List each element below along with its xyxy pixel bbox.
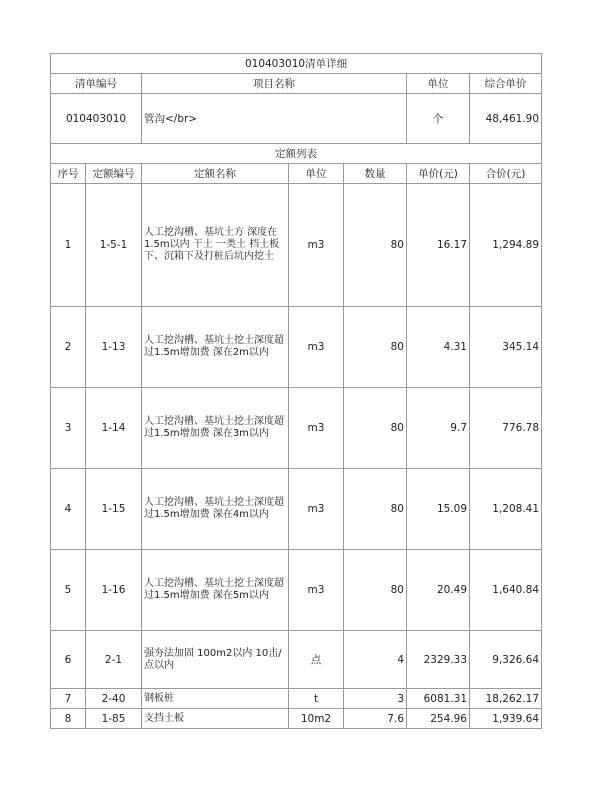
row-price: 2329.33 bbox=[407, 631, 470, 689]
row-name: 人工挖沟槽、基坑土挖土深度超过1.5m增加费 深在3m以内 bbox=[142, 388, 289, 469]
row-total: 1,294.89 bbox=[470, 184, 542, 307]
row-total: 1,939.64 bbox=[470, 709, 542, 729]
row-unit: t bbox=[289, 689, 344, 709]
unit-header: 单位 bbox=[407, 74, 470, 94]
row-qty: 4 bbox=[344, 631, 407, 689]
row-name: 钢板桩 bbox=[142, 689, 289, 709]
row-name: 人工挖沟槽、基坑土挖土深度超过1.5m增加费 深在4m以内 bbox=[142, 469, 289, 550]
row-total: 1,208.41 bbox=[470, 469, 542, 550]
row-total: 1,640.84 bbox=[470, 550, 542, 631]
table-row bbox=[51, 631, 542, 689]
quota-name-header: 定额名称 bbox=[142, 164, 289, 184]
row-seq: 2 bbox=[51, 307, 86, 388]
row-name: 人工挖沟槽、基坑土挖土深度超过1.5m增加费 深在5m以内 bbox=[142, 550, 289, 631]
table-row bbox=[51, 469, 542, 550]
row-total: 9,326.64 bbox=[470, 631, 542, 689]
item-unit: 个 bbox=[407, 94, 470, 144]
item-price: 48,461.90 bbox=[470, 94, 542, 144]
qty-header: 数量 bbox=[344, 164, 407, 184]
row-unit: m3 bbox=[289, 307, 344, 388]
row-qty: 80 bbox=[344, 550, 407, 631]
row-code: 1-14 bbox=[86, 388, 142, 469]
row-code: 2-1 bbox=[86, 631, 142, 689]
row-qty: 80 bbox=[344, 184, 407, 307]
row-unit: 10m2 bbox=[289, 709, 344, 729]
row-qty: 80 bbox=[344, 469, 407, 550]
table-row bbox=[51, 184, 542, 307]
item-name: 管沟</br> bbox=[142, 94, 407, 144]
row-qty: 3 bbox=[344, 689, 407, 709]
table-title: 010403010清单详细 bbox=[51, 54, 542, 74]
row-code: 1-5-1 bbox=[86, 184, 142, 307]
row-price: 16.17 bbox=[407, 184, 470, 307]
row-total: 345.14 bbox=[470, 307, 542, 388]
row-code: 1-13 bbox=[86, 307, 142, 388]
row-seq: 6 bbox=[51, 631, 86, 689]
row-total: 18,262.17 bbox=[470, 689, 542, 709]
code-header: 清单编号 bbox=[51, 74, 142, 94]
row-total: 776.78 bbox=[470, 388, 542, 469]
row-seq: 7 bbox=[51, 689, 86, 709]
row-price: 6081.31 bbox=[407, 689, 470, 709]
row-price: 20.49 bbox=[407, 550, 470, 631]
row-name: 人工挖沟槽、基坑土挖土深度超过1.5m增加费 深在2m以内 bbox=[142, 307, 289, 388]
row-seq: 5 bbox=[51, 550, 86, 631]
price-header: 综合单价 bbox=[470, 74, 542, 94]
row-seq: 1 bbox=[51, 184, 86, 307]
row-qty: 7.6 bbox=[344, 709, 407, 729]
row-unit: m3 bbox=[289, 184, 344, 307]
table-row bbox=[51, 550, 542, 631]
row-name: 强夯法加固 100m2以内 10击/点以内 bbox=[142, 631, 289, 689]
table-row bbox=[51, 709, 542, 729]
row-qty: 80 bbox=[344, 388, 407, 469]
row-unit: m3 bbox=[289, 469, 344, 550]
row-name: 人工挖沟槽、基坑土方 深度在1.5m以内 干土 一类土 档土板下、沉箱下及打桩后坑内挖土 bbox=[142, 184, 289, 307]
total-header: 合价(元) bbox=[470, 164, 542, 184]
row-qty: 80 bbox=[344, 307, 407, 388]
row-seq: 4 bbox=[51, 469, 86, 550]
row-code: 2-40 bbox=[86, 689, 142, 709]
table-row bbox=[51, 307, 542, 388]
row-code: 1-85 bbox=[86, 709, 142, 729]
row-price: 254.96 bbox=[407, 709, 470, 729]
seq-header: 序号 bbox=[51, 164, 86, 184]
quota-detail-table bbox=[50, 53, 542, 729]
row-name: 支挡土板 bbox=[142, 709, 289, 729]
name-header: 项目名称 bbox=[142, 74, 407, 94]
row-unit: m3 bbox=[289, 388, 344, 469]
quota-unit-header: 单位 bbox=[289, 164, 344, 184]
table-row bbox=[51, 388, 542, 469]
row-code: 1-16 bbox=[86, 550, 142, 631]
item-code: 010403010 bbox=[51, 94, 142, 144]
row-seq: 8 bbox=[51, 709, 86, 729]
row-code: 1-15 bbox=[86, 469, 142, 550]
quota-code-header: 定额编号 bbox=[86, 164, 142, 184]
unit-price-header: 单价(元) bbox=[407, 164, 470, 184]
row-unit: 点 bbox=[289, 631, 344, 689]
row-unit: m3 bbox=[289, 550, 344, 631]
table-row bbox=[51, 689, 542, 709]
row-seq: 3 bbox=[51, 388, 86, 469]
row-price: 9.7 bbox=[407, 388, 470, 469]
row-price: 15.09 bbox=[407, 469, 470, 550]
quota-section-title: 定额列表 bbox=[51, 144, 542, 164]
row-price: 4.31 bbox=[407, 307, 470, 388]
